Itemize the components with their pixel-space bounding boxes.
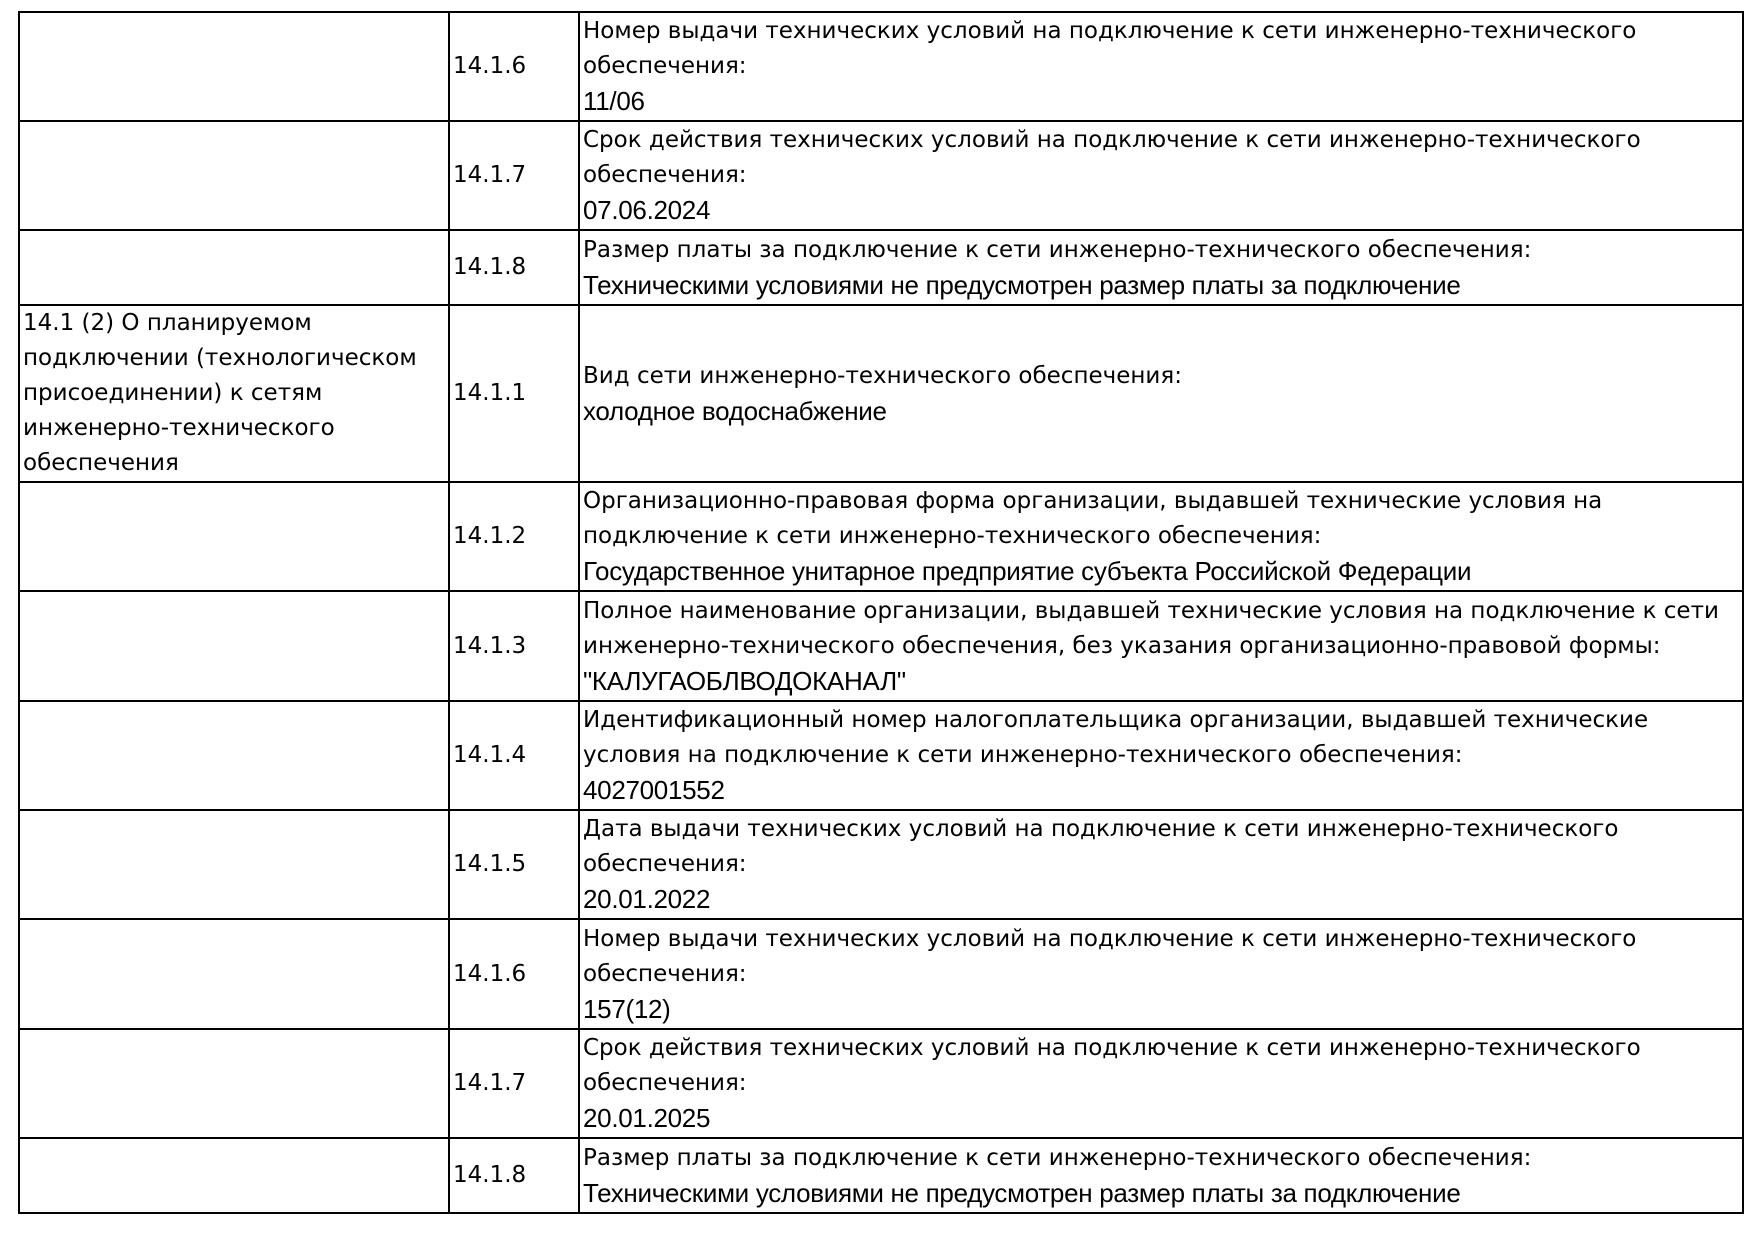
item-code: 14.1.2 (449, 482, 579, 591)
item-cell (579, 810, 1743, 919)
item-cell (579, 591, 1743, 701)
section-cell (19, 810, 449, 919)
item-label: Вид сети инженерно-технического обеспечения: (583, 362, 1182, 389)
item-value: 157(12) (583, 993, 671, 1024)
table-row (19, 810, 1743, 919)
item-value: 11/06 (583, 86, 645, 116)
item-code: 14.1.4 (449, 701, 579, 810)
item-value: 07.06.2024 (583, 195, 711, 225)
item-cell (579, 305, 1743, 482)
item-cell (579, 1138, 1743, 1213)
item-code: 14.1.1 (449, 305, 579, 482)
item-cell (579, 1029, 1743, 1138)
item-code: 14.1.6 (449, 12, 579, 121)
table-row (19, 1138, 1743, 1213)
item-label: Размер платы за подключение к сети инженерно-технического обеспечения: (583, 236, 1532, 263)
section-cell (19, 919, 449, 1029)
item-cell (579, 919, 1743, 1029)
table-row (19, 121, 1743, 230)
item-code: 14.1.8 (449, 230, 579, 305)
section-cell (19, 12, 449, 121)
item-value: Техническими условиями не предусмотрен размер платы за подключение (583, 269, 1461, 300)
item-value: 20.01.2025 (583, 1103, 711, 1133)
section-cell (19, 230, 449, 305)
item-code: 14.1.7 (449, 1029, 579, 1138)
section-cell (19, 591, 449, 701)
item-value: Государственное унитарное предприятие субъекта Российской Федерации (583, 556, 1472, 586)
table-row (19, 1029, 1743, 1138)
item-label: Идентификационный номер налогоплательщика организации, выдавшей технические условия на подключение к сети инженерно-технического обеспечения: (583, 707, 1649, 768)
item-cell (579, 230, 1743, 305)
item-label: Размер платы за подключение к сети инженерно-технического обеспечения: (583, 1144, 1532, 1171)
table-row (19, 591, 1743, 701)
table-row (19, 12, 1743, 121)
table-row (19, 919, 1743, 1029)
item-cell (579, 701, 1743, 810)
item-cell (579, 121, 1743, 230)
item-value: "КАЛУГАОБЛВОДОКАНАЛ" (583, 665, 906, 696)
item-code: 14.1.7 (449, 121, 579, 230)
item-label: Номер выдачи технических условий на подключение к сети инженерно-технического обеспечения: (583, 18, 1637, 79)
table-row (19, 230, 1743, 305)
declaration-table (18, 11, 1744, 1214)
section-title: 14.1 (2) О планируемом подключении (технологическом присоединении) к сетям инженерно-технического обеспечения (19, 305, 449, 482)
item-cell (579, 482, 1743, 591)
item-value: Техническими условиями не предусмотрен размер платы за подключение (583, 1177, 1461, 1208)
item-cell (579, 12, 1743, 121)
table-row (19, 482, 1743, 591)
table-row (19, 701, 1743, 810)
section-cell (19, 1138, 449, 1213)
item-code: 14.1.8 (449, 1138, 579, 1213)
item-value: холодное водоснабжение (583, 395, 887, 426)
item-value: 20.01.2022 (583, 884, 711, 914)
item-label: Организационно-правовая форма организации, выдавшей технические условия на подключение к сети инженерно-технического обеспечения: (583, 488, 1603, 549)
section-cell (19, 482, 449, 591)
item-label: Дата выдачи технических условий на подключение к сети инженерно-технического обеспечения: (583, 816, 1619, 877)
item-label: Срок действия технических условий на подключение к сети инженерно-технического обеспечения: (583, 127, 1641, 188)
item-label: Полное наименование организации, выдавшей технические условия на подключение к сети инженерно-технического обеспечения, без указания организационно-правовой формы: (583, 597, 1719, 659)
item-code: 14.1.6 (449, 919, 579, 1029)
item-label: Номер выдачи технических условий на подключение к сети инженерно-технического обеспечения: (583, 925, 1637, 987)
item-code: 14.1.5 (449, 810, 579, 919)
section-cell (19, 701, 449, 810)
section-cell (19, 1029, 449, 1138)
item-label: Срок действия технических условий на подключение к сети инженерно-технического обеспечения: (583, 1035, 1641, 1096)
item-code: 14.1.3 (449, 591, 579, 701)
item-value: 4027001552 (583, 775, 725, 805)
section-cell (19, 121, 449, 230)
table-row (19, 305, 1743, 482)
